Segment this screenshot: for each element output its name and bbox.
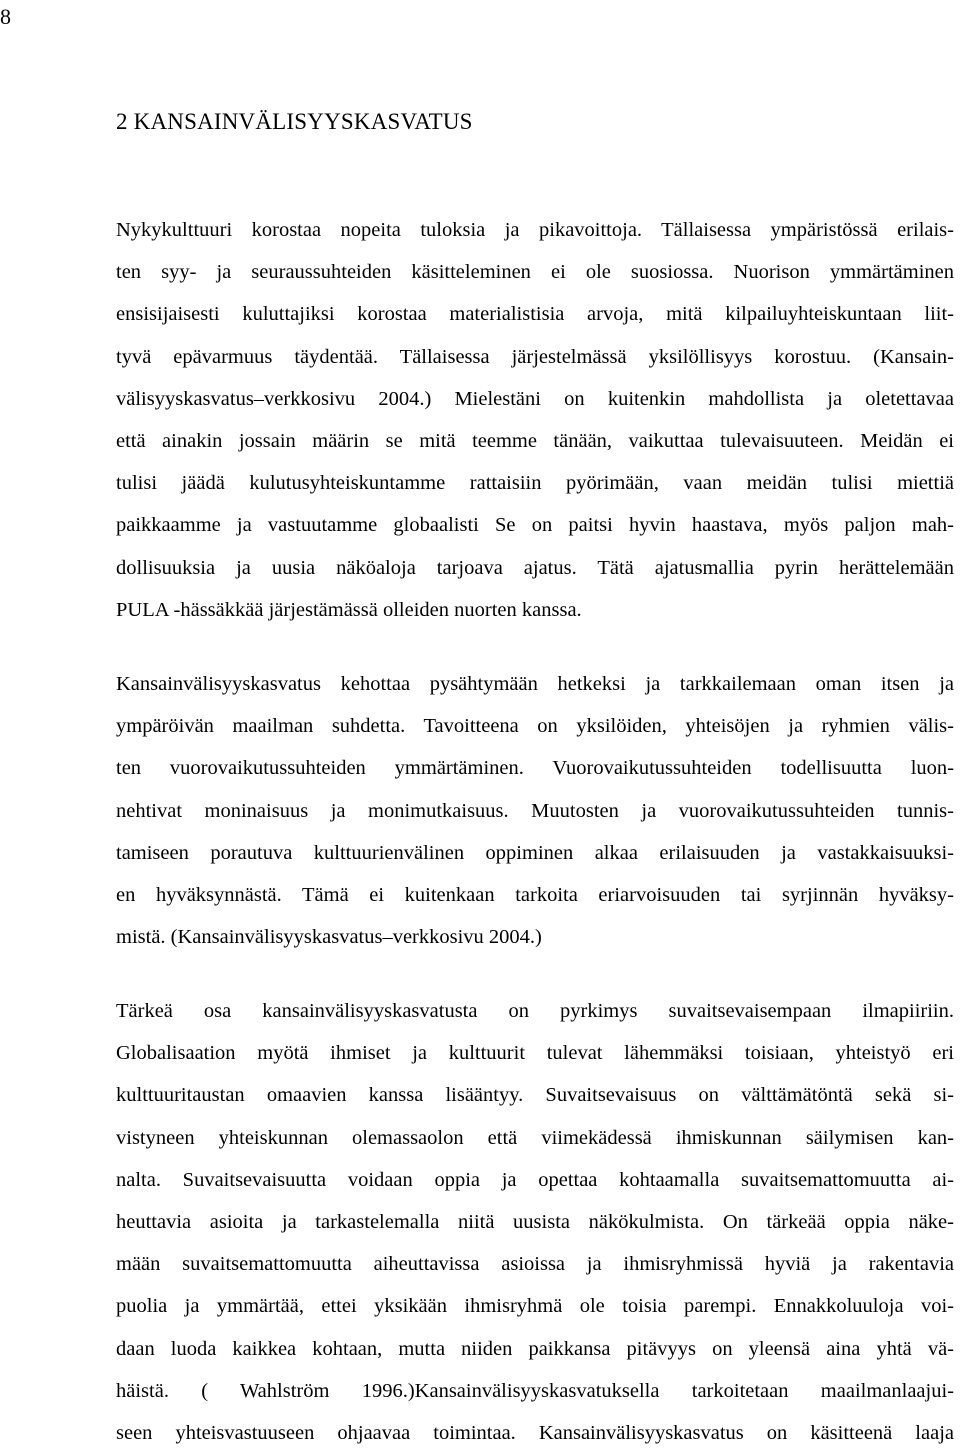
text-line: että ainakin jossain määrin se mitä teemme tänään, vaikuttaa tulevaisuuteen. Meidän ei <box>116 430 954 452</box>
text-line: Tärkeä osa kansainvälisyyskasvatusta on pyrkimys suvaitsevaisempaan ilmapiiriin. <box>116 1000 954 1022</box>
text-line: tamiseen porautuva kulttuurienvälinen oppiminen alkaa erilaisuuden ja vastakkaisuuksi- <box>116 841 954 864</box>
text-line: tyvä epävarmuus täydentää. Tällaisessa järjestelmässä yksilöllisyys korostuu. (Kansain- <box>116 345 954 368</box>
text-line: PULA -hässäkkää järjestämässä olleiden nuorten kanssa. <box>116 598 582 621</box>
text-line: daan luoda kaikkea kohtaan, mutta niiden paikkansa pitävyys on yleensä aina yhtä vä- <box>116 1337 954 1360</box>
text-line: mistä. (Kansainvälisyyskasvatus–verkkosivu 2004.) <box>116 926 542 949</box>
text-line: välisyyskasvatus–verkkosivu 2004.) Mielestäni on kuitenkin mahdollista ja oletettavaa <box>116 387 954 410</box>
text-line: Nykykulttuuri korostaa nopeita tuloksia ja pikavoittoja. Tällaisessa ympäristössä erilais- <box>116 219 954 241</box>
section-heading: 2 KANSAINVÄLISYYSKASVATUS <box>116 109 473 134</box>
text-line: Kansainvälisyyskasvatus kehottaa pysähtymään hetkeksi ja tarkkailemaan oman itsen ja <box>116 673 954 695</box>
text-line: vistyneen yhteiskunnan olemassaolon että viimekädessä ihmiskunnan säilymisen kan- <box>116 1126 954 1149</box>
text-line: seen yhteisvastuuseen ohjaavaa toimintaa. Kansainvälisyyskasvatus on käsitteenä laaja <box>116 1422 954 1444</box>
text-line: häistä. ( Wahlström 1996.)Kansainvälisyyskasvatuksella tarkoitetaan maailmanlaajui- <box>116 1379 954 1402</box>
text-line: Globalisaation myötä ihmiset ja kulttuurit tulevat lähemmäksi toisiaan, yhteistyö eri <box>116 1042 954 1065</box>
text-line: nalta. Suvaitsevaisuutta voidaan oppia ja opettaa kohtaamalla suvaitsemattomuutta ai- <box>116 1168 954 1191</box>
text-line: ympäröivän maailman suhdetta. Tavoitteena on yksilöiden, yhteisöjen ja ryhmien välis- <box>116 715 954 738</box>
text-line: ten syy- ja seuraussuhteiden käsitteleminen ei ole suosiossa. Nuorison ymmärtäminen <box>116 261 954 284</box>
text-line: puolia ja ymmärtää, ettei yksikään ihmisryhmä ole toisia parempi. Ennakkoluuloja voi- <box>116 1295 954 1318</box>
text-line: ensisijaisesti kuluttajiksi korostaa materialistisia arvoja, mitä kilpailuyhteiskuntaan liit- <box>116 303 954 326</box>
text-line: ten vuorovaikutussuhteiden ymmärtäminen. Vuorovaikutussuhteiden todellisuutta luon- <box>116 757 954 780</box>
text-line: heuttavia asioita ja tarkastelemalla niitä uusista näkökulmista. On tärkeää oppia näke- <box>116 1211 954 1233</box>
text-line: mään suvaitsemattomuutta aiheuttavissa asioissa ja ihmisryhmissä hyviä ja rakentavia <box>116 1253 954 1276</box>
text-line: tulisi jäädä kulutusyhteiskuntamme rattaisiin pyörimään, vaan meidän tulisi miettiä <box>116 472 954 495</box>
text-line: kulttuuritaustan omaavien kanssa lisääntyy. Suvaitsevaisuus on välttämätöntä sekä si- <box>116 1084 954 1107</box>
page-number: 8 <box>0 4 11 29</box>
text-line: nehtivat moninaisuus ja monimutkaisuus. Muutosten ja vuorovaikutussuhteiden tunnis- <box>116 799 954 822</box>
text-line: en hyväksynnästä. Tämä ei kuitenkaan tarkoita eriarvoisuuden tai syrjinnän hyväksy- <box>116 884 954 906</box>
text-line: paikkaamme ja vastuutamme globaalisti Se on paitsi hyvin haastava, myös paljon mah- <box>116 514 954 537</box>
text-line: dollisuuksia ja uusia näköaloja tarjoava ajatus. Tätä ajatusmallia pyrin herättelemään <box>116 556 954 579</box>
